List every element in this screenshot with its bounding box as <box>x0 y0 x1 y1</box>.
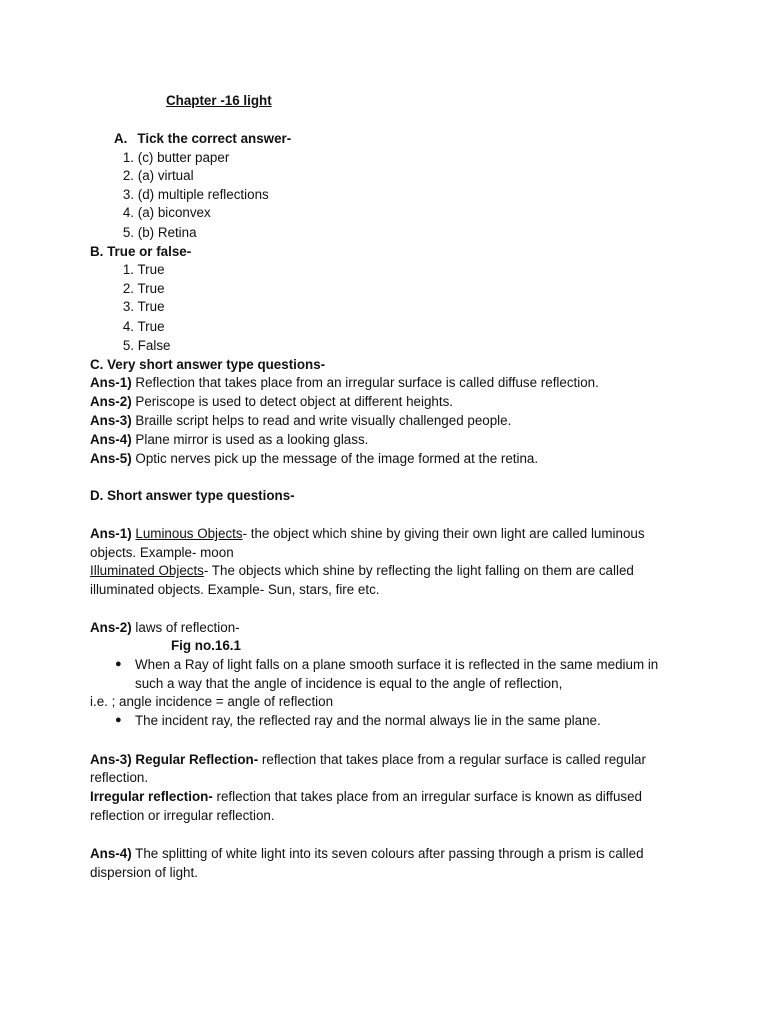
section-a-letter: A. <box>114 131 128 146</box>
bullet-icon: ● <box>115 658 122 670</box>
bullet-text: The incident ray, the reflected ray and the normal always lie in the same plane. <box>135 713 601 728</box>
answer-line: Ans-4) The splitting of white light into its seven colours after passing through a prism is called <box>90 846 644 861</box>
answer-line: Ans-5) Optic nerves pick up the message of the image formed at the retina. <box>90 451 539 466</box>
section-a-heading <box>114 131 291 147</box>
answer-continuation: reflection. <box>90 770 149 785</box>
answer-line: Ans-2) Periscope is used to detect object at different heights. <box>90 394 454 409</box>
section-a-title: Tick the correct answer- <box>137 131 292 146</box>
list-item: 1. True <box>122 262 165 277</box>
chapter-title: Chapter -16 light <box>166 93 272 108</box>
list-item: 2. (a) virtual <box>122 168 194 183</box>
bullet-icon: ● <box>115 714 122 726</box>
answer-line: Ans-3) Braille script helps to read and write visually challenged people. <box>90 413 512 428</box>
list-item: 1. (c) butter paper <box>122 150 230 165</box>
section-b-heading: B. True or false- <box>90 244 192 259</box>
list-item: 5. False <box>122 338 171 353</box>
list-item: 5. (b) Retina <box>122 225 197 240</box>
answer-line: Ans-4) Plane mirror is used as a looking glass. <box>90 432 369 447</box>
section-d-heading: D. Short answer type questions- <box>90 488 295 503</box>
answer-continuation: objects. Example- moon <box>90 545 234 560</box>
answer-continuation: dispersion of light. <box>90 865 198 880</box>
ie-line: i.e. ; angle incidence = angle of reflection <box>90 694 334 709</box>
figure-caption: Fig no.16.1 <box>171 638 241 653</box>
answer-line: Ans-3) Regular Reflection- reflection that takes place from a regular surface is called regular <box>90 752 646 767</box>
answer-line: Ans-2) laws of reflection- <box>90 620 240 635</box>
bullet-text: When a Ray of light falls on a plane smooth surface it is reflected in the same medium in <box>135 657 659 672</box>
list-item: 4. (a) biconvex <box>122 205 211 220</box>
answer-continuation: reflection or irregular reflection. <box>90 808 275 823</box>
list-item: 2. True <box>122 281 165 296</box>
list-item: 3. True <box>122 299 165 314</box>
answer-continuation: illuminated objects. Example- Sun, stars, fire etc. <box>90 582 380 597</box>
answer-line: Ans-1) Reflection that takes place from an irregular surface is called diffuse reflection. <box>90 375 599 390</box>
answer-line: Ans-1) Luminous Objects- the object which shine by giving their own light are called luminous <box>90 526 645 541</box>
answer-line: Illuminated Objects- The objects which shine by reflecting the light falling on them are called <box>90 563 634 578</box>
bullet-text: such a way that the angle of incidence is equal to the angle of reflection, <box>135 676 563 691</box>
list-item: 3. (d) multiple reflections <box>122 187 269 202</box>
answer-line: Irregular reflection- reflection that takes place from an irregular surface is known as diffused <box>90 789 643 804</box>
list-item: 4. True <box>122 319 165 334</box>
section-c-heading: C. Very short answer type questions- <box>90 357 326 372</box>
